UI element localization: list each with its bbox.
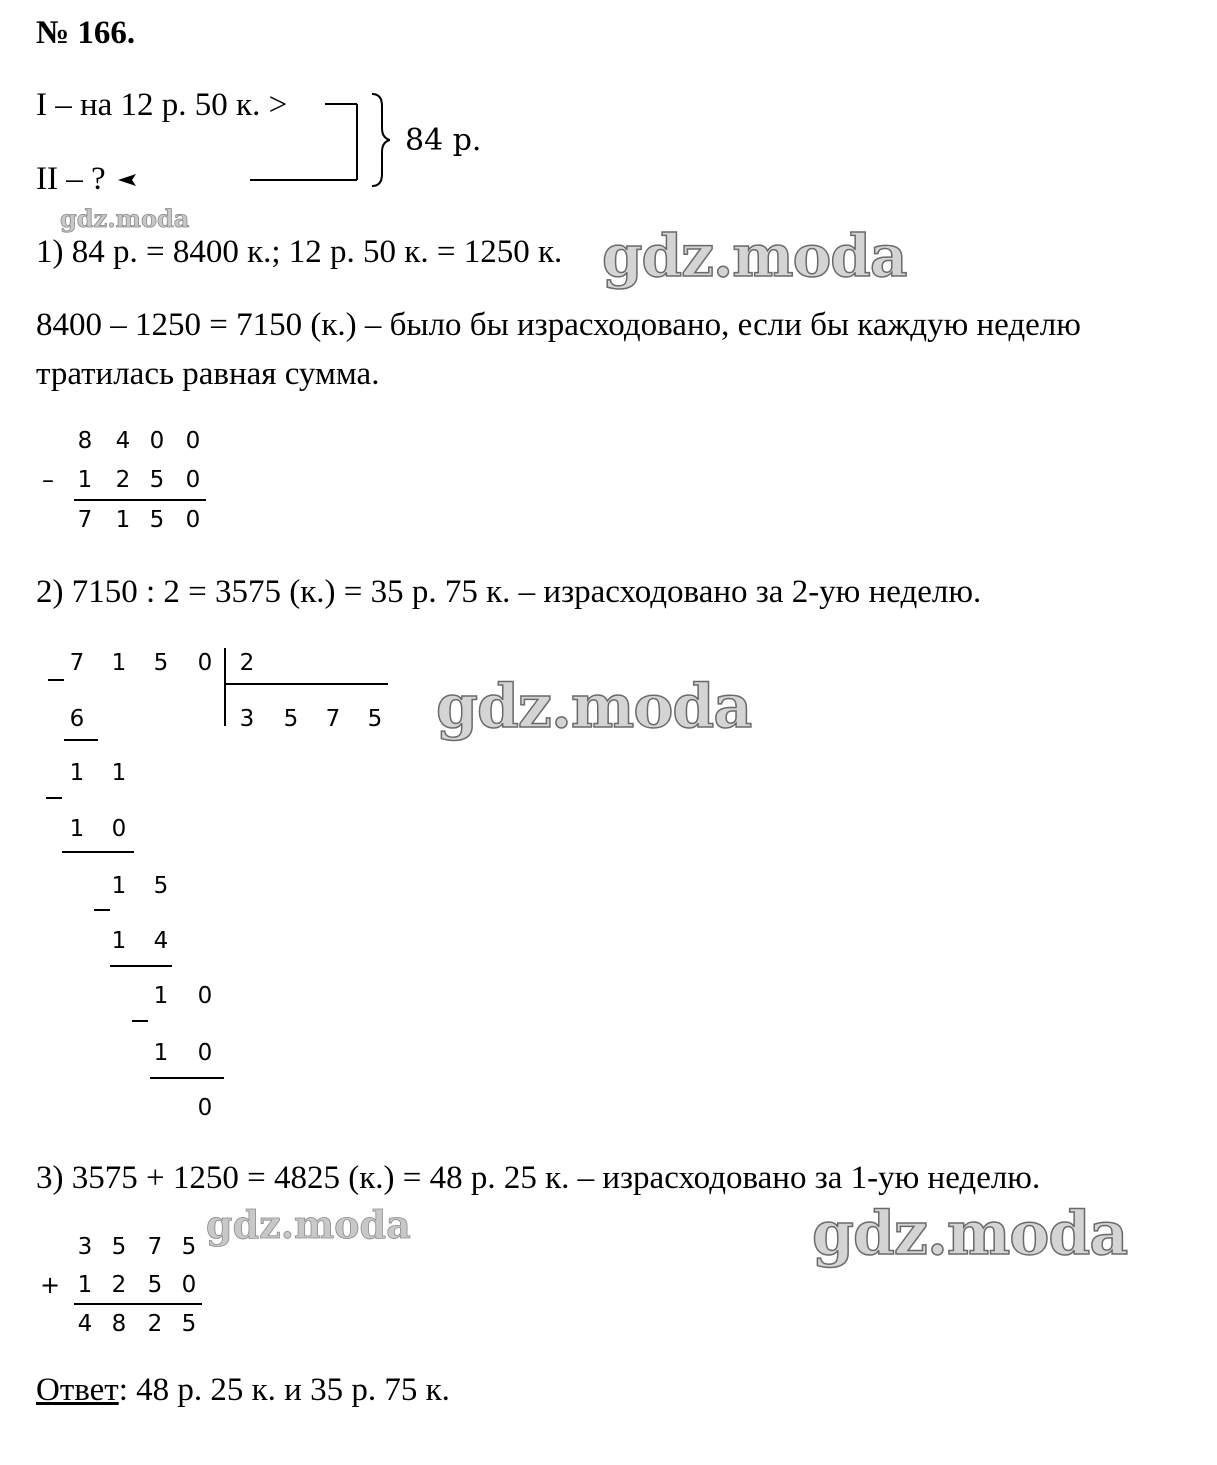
scheme-total: 84 р.: [405, 123, 482, 158]
div-minus-3: [94, 909, 110, 911]
sub-result-digit: 0: [185, 507, 201, 533]
add-result-digit: 8: [111, 1311, 127, 1337]
sub-minuend-digit: 8: [77, 428, 93, 454]
scheme-arrow-diagram: [250, 88, 390, 198]
add-a-digit: 3: [77, 1234, 93, 1260]
add-result-digit: 4: [77, 1311, 93, 1337]
div-step-digit: 1: [69, 816, 85, 842]
add-a-digit: 5: [181, 1234, 197, 1260]
step-3-line: 3) 3575 + 1250 = 4825 (к.) = 48 р. 25 к. – израсходовано за 1-ую неделю.: [36, 1160, 1041, 1196]
div-vertical-bar: [224, 648, 226, 726]
sub-result-digit: 7: [77, 507, 93, 533]
step-1-line: 1) 84 р. = 8400 к.; 12 р. 50 к. = 1250 к.: [36, 234, 563, 270]
div-step-digit: 1: [111, 873, 127, 899]
div-step-digit: 6: [69, 706, 85, 732]
add-a-digit: 5: [111, 1234, 127, 1260]
div-remainder: 0: [197, 1095, 213, 1121]
sub-subtrahend-digit: 2: [115, 467, 131, 493]
watermark-1: gdz.moda: [602, 222, 907, 290]
div-step-digit: 5: [153, 873, 169, 899]
sub-result-line: [74, 499, 206, 501]
div-step-line: [150, 1077, 224, 1079]
plus-sign: +: [40, 1271, 61, 1299]
sub-minuend-digit: 0: [185, 428, 201, 454]
div-step-digit: 0: [197, 983, 213, 1009]
div-dividend-digit: 1: [111, 650, 127, 676]
div-step-digit: 1: [153, 1040, 169, 1066]
problem-number: № 166.: [36, 15, 136, 51]
add-a-digit: 7: [147, 1234, 163, 1260]
div-minus-2: [46, 797, 62, 799]
div-minus-4: [132, 1020, 148, 1022]
add-b-digit: 2: [111, 1272, 127, 1298]
div-step-line: [62, 851, 134, 853]
sub-result-digit: 1: [115, 507, 131, 533]
div-step-digit: 1: [153, 983, 169, 1009]
sub-subtrahend-digit: 0: [185, 467, 201, 493]
watermark-3: gdz.moda: [812, 1199, 1128, 1269]
step-1-line-2: 8400 – 1250 = 7150 (к.) – было бы израсходовано, если бы каждую неделю: [36, 307, 1081, 343]
answer-line: [36, 1374, 450, 1407]
div-quotient-digit: 5: [283, 706, 299, 732]
div-step-line: [64, 739, 98, 741]
step-2-line: 2) 7150 : 2 = 3575 (к.) = 35 р. 75 к. – израсходовано за 2-ую неделю.: [36, 574, 982, 610]
div-quotient-digit: 3: [239, 706, 255, 732]
div-step-digit: 1: [69, 760, 85, 786]
sub-minuend-digit: 0: [149, 428, 165, 454]
div-minus-1: [48, 679, 64, 681]
add-result-digit: 5: [181, 1311, 197, 1337]
div-step-digit: 0: [111, 816, 127, 842]
add-result-digit: 2: [147, 1311, 163, 1337]
add-b-digit: 5: [147, 1272, 163, 1298]
add-result-line: [74, 1303, 202, 1305]
minus-sign: –: [42, 466, 54, 494]
sub-result-digit: 5: [149, 507, 165, 533]
div-dividend-digit: 7: [69, 650, 85, 676]
add-b-digit: 1: [77, 1272, 93, 1298]
watermark-small-1: gdz.moda: [60, 204, 190, 233]
div-step-digit: 0: [197, 1040, 213, 1066]
div-dividend-digit: 5: [153, 650, 169, 676]
arrowhead-icon: [118, 173, 138, 187]
answer-text: : 48 р. 25 к. и 35 р. 75 к.: [118, 1372, 450, 1408]
div-quotient-line: [224, 683, 388, 685]
div-divisor: 2: [239, 650, 255, 676]
div-quotient-digit: 7: [325, 706, 341, 732]
sub-subtrahend-digit: 1: [77, 467, 93, 493]
div-quotient-digit: 5: [367, 706, 383, 732]
div-step-digit: 4: [153, 928, 169, 954]
scheme-line-1: I – на 12 р. 50 к. >: [36, 87, 288, 123]
answer-label: Ответ: [36, 1372, 119, 1408]
div-step-digit: 1: [111, 928, 127, 954]
step-1-line-3: тратилась равная сумма.: [36, 356, 380, 392]
add-b-digit: 0: [181, 1272, 197, 1298]
brace-icon: [372, 94, 390, 186]
watermark-small-2: gdz.moda: [206, 1202, 411, 1247]
watermark-2: gdz.moda: [436, 672, 752, 742]
sub-minuend-digit: 4: [115, 428, 131, 454]
div-dividend-digit: 0: [197, 650, 213, 676]
sub-subtrahend-digit: 5: [149, 467, 165, 493]
div-step-line: [110, 965, 172, 967]
scheme-line-2: II – ?: [36, 161, 106, 197]
div-step-digit: 1: [111, 760, 127, 786]
